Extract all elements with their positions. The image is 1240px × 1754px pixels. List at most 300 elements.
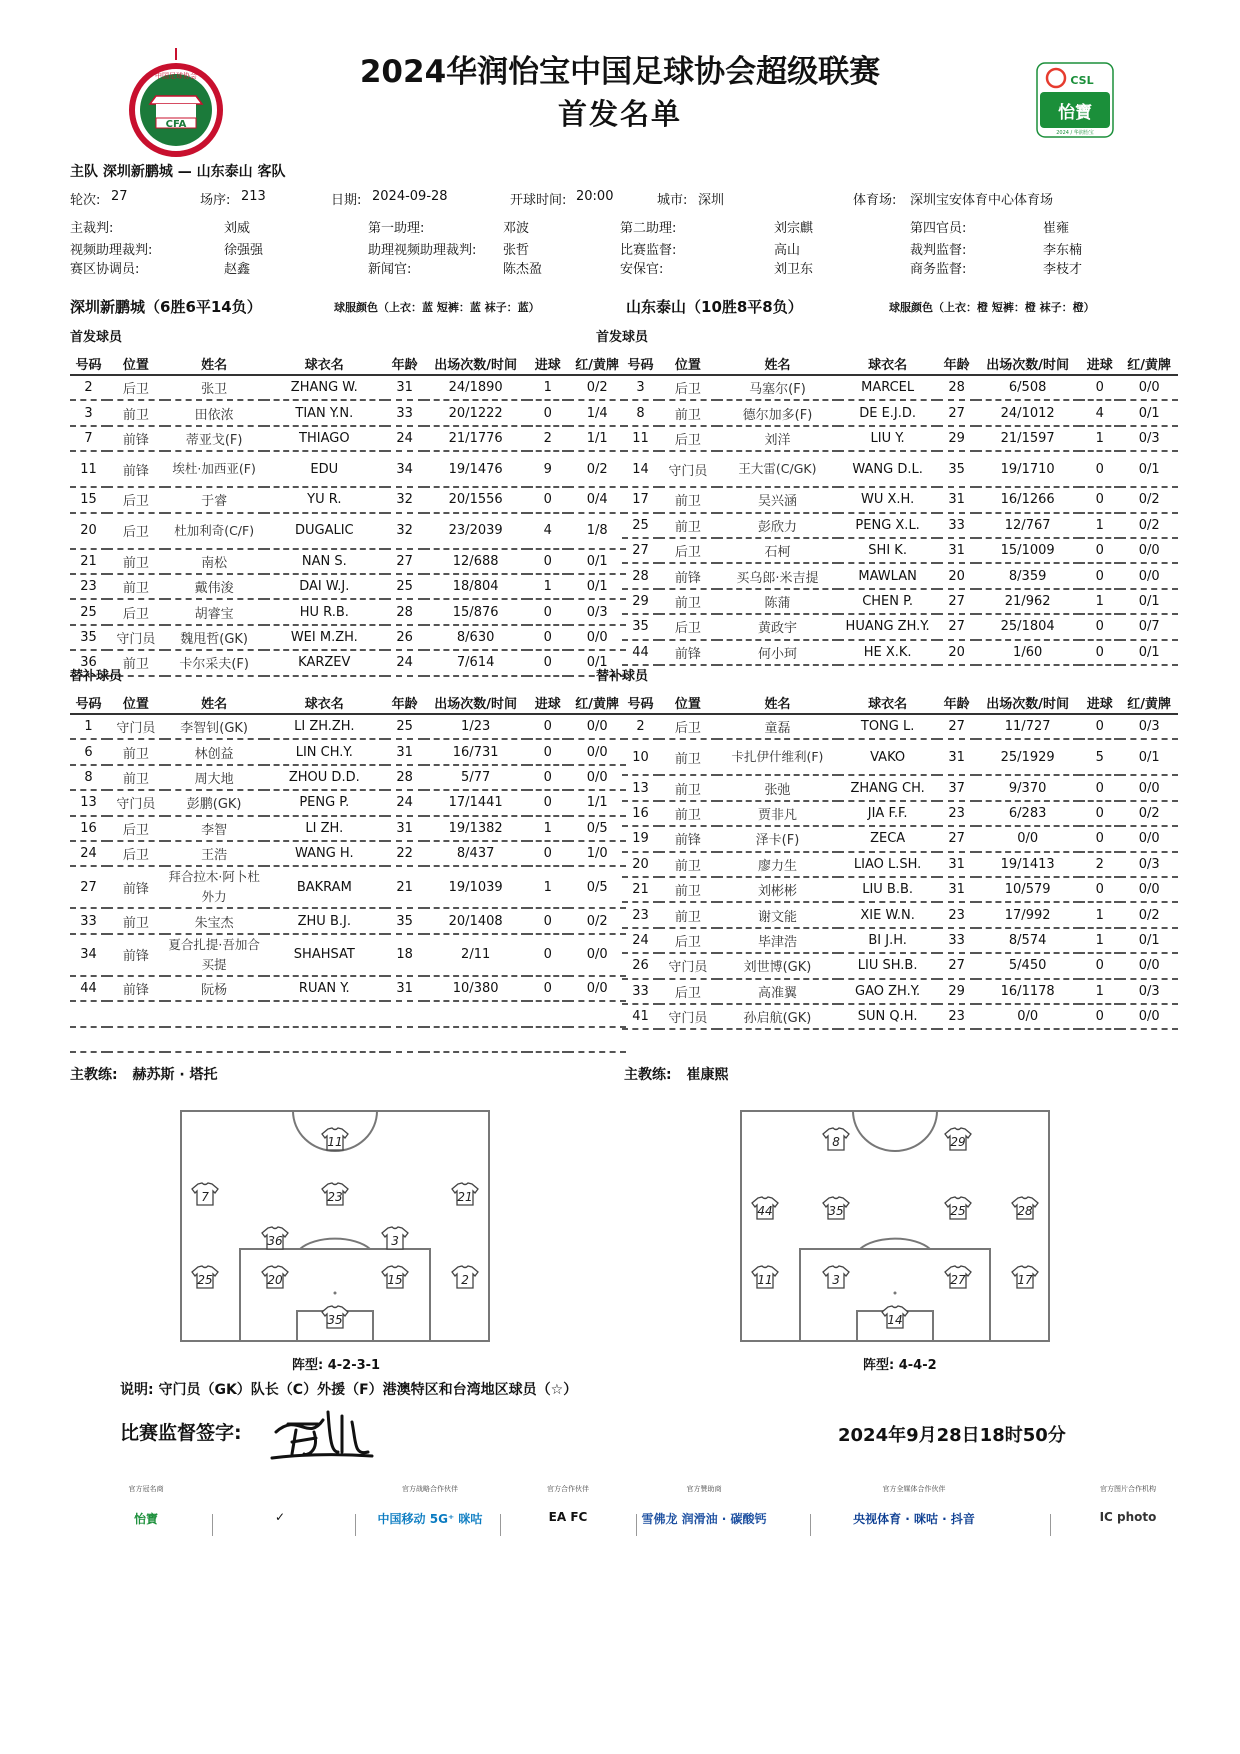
player-apps: 12/688 — [424, 549, 527, 574]
player-goals: 0 — [527, 714, 568, 739]
sponsor-caption: 官方图片合作机构 — [1100, 1485, 1156, 1493]
player-shirt-icon — [382, 1266, 408, 1288]
officials-row-3 — [0, 258, 1240, 277]
player-number: 44 — [70, 976, 107, 1001]
sponsor-caption: 官方赞助商 — [686, 1485, 722, 1493]
player-position: 后卫 — [107, 375, 165, 400]
player-cards: 0/0 — [1120, 953, 1178, 978]
shirt-number: 28 — [1017, 1204, 1033, 1218]
player-goals: 0 — [527, 625, 568, 650]
player-shirt-name: VAKO — [838, 739, 937, 775]
player-position: 前卫 — [659, 877, 717, 902]
player-number: 29 — [622, 589, 659, 614]
table-row — [70, 400, 626, 425]
player-shirt-icon — [945, 1197, 971, 1219]
player-number: 3 — [70, 400, 107, 425]
table-row — [622, 902, 1178, 927]
player-age: 34 — [385, 451, 424, 487]
col-shirt-name: 球衣名 — [264, 691, 385, 714]
col-number: 号码 — [70, 352, 107, 375]
home-subs-label: 替补球员 — [70, 669, 123, 684]
player-position: 前锋 — [107, 426, 165, 451]
player-name: 林创益 — [165, 739, 264, 764]
shirt-number: 3 — [832, 1273, 840, 1287]
away-starters-table — [622, 352, 1178, 666]
player-shirt-name: THIAGO — [264, 426, 385, 451]
away-coach-name: 崔康熙 — [686, 1067, 729, 1083]
player-position: 前卫 — [107, 650, 165, 675]
shirt-number: 3 — [391, 1234, 399, 1248]
table-row — [622, 775, 1178, 800]
player-apps: 21/962 — [976, 589, 1079, 614]
city-value: 深圳 — [698, 193, 725, 208]
player-goals: 1 — [1079, 902, 1120, 927]
player-age: 23 — [937, 1004, 976, 1029]
player-cards: 0/1 — [1120, 400, 1178, 425]
player-goals: 1 — [527, 375, 568, 400]
player-shirt-icon — [452, 1183, 478, 1205]
shirt-number: 2 — [461, 1273, 469, 1287]
sponsor-logo-icon: 中国移动 5G⁺ 咪咕 — [377, 1512, 483, 1526]
table-row — [70, 790, 626, 815]
player-shirt-name: LIU SH.B. — [838, 953, 937, 978]
table-header-row — [70, 352, 626, 375]
player-cards: 0/0 — [568, 765, 626, 790]
col-age: 年龄 — [937, 691, 976, 714]
player-name: 卡扎伊什维利(F) — [717, 739, 838, 775]
player-shirt-name: MAWLAN — [838, 563, 937, 588]
player-shirt-icon — [1012, 1266, 1038, 1288]
player-name: 高准翼 — [717, 979, 838, 1004]
player-number: 25 — [70, 599, 107, 624]
player-goals: 0 — [527, 841, 568, 866]
player-age: 31 — [385, 816, 424, 841]
player-goals: 2 — [1079, 852, 1120, 877]
player-age: 37 — [937, 775, 976, 800]
player-shirt-icon — [945, 1128, 971, 1150]
player-name: 杜加利奇(C/F) — [165, 513, 264, 549]
col-name: 姓名 — [165, 352, 264, 375]
player-apps: 5/77 — [424, 765, 527, 790]
table-row — [622, 877, 1178, 902]
col-cards: 红/黄牌 — [568, 691, 626, 714]
player-number: 25 — [622, 513, 659, 538]
player-shirt-icon — [1012, 1197, 1038, 1219]
table-row — [622, 640, 1178, 665]
official-name: 赵鑫 — [224, 262, 251, 277]
player-shirt-name: WANG H. — [264, 841, 385, 866]
player-apps: 6/508 — [976, 375, 1079, 400]
player-number: 26 — [622, 953, 659, 978]
shirt-number: 20 — [267, 1273, 283, 1287]
player-cards: 0/5 — [568, 816, 626, 841]
player-number: 20 — [70, 513, 107, 549]
player-number: 8 — [622, 400, 659, 425]
player-goals: 0 — [527, 765, 568, 790]
sponsor-logo-icon: EA FC — [548, 1510, 588, 1524]
player-cards: 0/5 — [568, 866, 626, 908]
player-number: 23 — [70, 574, 107, 599]
shirt-number: 36 — [267, 1234, 283, 1248]
player-number: 33 — [622, 979, 659, 1004]
away-starters-body — [622, 375, 1178, 665]
player-position: 前卫 — [659, 513, 717, 538]
player-number: 34 — [70, 934, 107, 976]
col-shirt-name: 球衣名 — [264, 352, 385, 375]
empty-cell — [70, 1027, 626, 1052]
col-apps: 出场次数/时间 — [976, 352, 1079, 375]
player-apps: 1/23 — [424, 714, 527, 739]
home-starters-label: 首发球员 — [70, 330, 123, 345]
player-number: 28 — [622, 563, 659, 588]
player-name: 刘世博(GK) — [717, 953, 838, 978]
player-name: 刘彬彬 — [717, 877, 838, 902]
player-position: 后卫 — [107, 487, 165, 512]
player-number: 8 — [70, 765, 107, 790]
table-row — [70, 976, 626, 1001]
player-apps: 25/1929 — [976, 739, 1079, 775]
player-position: 后卫 — [107, 599, 165, 624]
table-row — [70, 816, 626, 841]
official-name: 陈杰盈 — [503, 262, 543, 277]
away-subs-label: 替补球员 — [596, 669, 649, 684]
player-position: 前卫 — [107, 400, 165, 425]
player-age: 32 — [385, 487, 424, 512]
table-row — [622, 451, 1178, 487]
player-number: 16 — [70, 816, 107, 841]
player-shirt-icon — [823, 1197, 849, 1219]
player-name: 卡尔采夫(F) — [165, 650, 264, 675]
player-shirt-name: ZHOU D.D. — [264, 765, 385, 790]
player-goals: 0 — [1079, 1004, 1120, 1029]
player-number: 41 — [622, 1004, 659, 1029]
player-age: 27 — [937, 714, 976, 739]
player-apps: 20/1222 — [424, 400, 527, 425]
player-apps: 16/1266 — [976, 487, 1079, 512]
player-age: 28 — [385, 599, 424, 624]
table-row — [622, 979, 1178, 1004]
player-number: 10 — [622, 739, 659, 775]
player-cards: 0/2 — [1120, 513, 1178, 538]
player-age: 24 — [385, 790, 424, 815]
csl-logo-main: 怡寶 — [1058, 103, 1092, 123]
sponsor-logo-icon: 怡寶 — [133, 1512, 158, 1526]
player-goals: 0 — [527, 650, 568, 675]
player-goals: 4 — [527, 513, 568, 549]
player-name: 拜合拉木·阿卜杜外力 — [165, 866, 264, 908]
player-position: 守门员 — [107, 790, 165, 815]
player-position: 前锋 — [107, 976, 165, 1001]
player-position: 前卫 — [659, 487, 717, 512]
table-row — [622, 487, 1178, 512]
player-name: 童磊 — [717, 714, 838, 739]
col-age: 年龄 — [385, 352, 424, 375]
player-shirt-icon — [752, 1197, 778, 1219]
player-position: 前锋 — [659, 563, 717, 588]
player-position: 前卫 — [659, 589, 717, 614]
player-cards: 0/2 — [568, 908, 626, 933]
player-number: 1 — [70, 714, 107, 739]
player-position: 前卫 — [659, 852, 717, 877]
player-shirt-icon — [262, 1266, 288, 1288]
player-goals: 0 — [1079, 775, 1120, 800]
shirt-number: 25 — [197, 1273, 213, 1287]
penalty-arc — [860, 1239, 930, 1249]
player-number: 7 — [70, 426, 107, 451]
player-name: 王大雷(C/GK) — [717, 451, 838, 487]
player-shirt-name: XIE W.N. — [838, 902, 937, 927]
shirt-number: 7 — [201, 1190, 209, 1204]
player-apps: 15/1009 — [976, 538, 1079, 563]
player-goals: 1 — [527, 866, 568, 908]
table-row — [622, 614, 1178, 639]
sponsor-divider — [636, 1514, 637, 1536]
date-label: 日期: — [331, 193, 362, 208]
player-apps: 0/0 — [976, 826, 1079, 851]
player-apps: 19/1413 — [976, 852, 1079, 877]
player-age: 31 — [385, 375, 424, 400]
sponsor-divider — [500, 1514, 501, 1536]
player-shirt-name: LIAO L.SH. — [838, 852, 937, 877]
table-row — [70, 866, 626, 908]
player-apps: 20/1556 — [424, 487, 527, 512]
player-number: 15 — [70, 487, 107, 512]
away-team-kit: 球服颜色（上衣：橙 短裤：橙 袜子：橙） — [889, 301, 1095, 314]
home-starters-body — [70, 375, 626, 676]
player-cards: 0/1 — [1120, 589, 1178, 614]
player-name: 夏合扎提·吾加合买提 — [165, 934, 264, 976]
away-coach-label: 主教练: — [624, 1067, 672, 1083]
player-position: 前卫 — [107, 908, 165, 933]
player-apps: 1/60 — [976, 640, 1079, 665]
center-circle — [853, 1111, 937, 1151]
player-cards: 0/0 — [568, 739, 626, 764]
shirt-number: 27 — [950, 1273, 966, 1287]
player-goals: 0 — [1079, 451, 1120, 487]
away-formation: 阵型: 4-4-2 — [863, 1358, 937, 1373]
player-number: 16 — [622, 801, 659, 826]
home-subs-table — [70, 691, 626, 1053]
official-role: 视频助理裁判: — [70, 243, 153, 258]
player-shirt-name: HUANG ZH.Y. — [838, 614, 937, 639]
sponsor-logo-icon: IC photo — [1099, 1510, 1157, 1524]
table-row — [70, 765, 626, 790]
player-position: 后卫 — [107, 816, 165, 841]
player-number: 27 — [622, 538, 659, 563]
player-apps: 8/437 — [424, 841, 527, 866]
player-number: 3 — [622, 375, 659, 400]
home-team-kit: 球服颜色（上衣：蓝 短裤：蓝 袜子：蓝） — [334, 301, 540, 314]
player-cards: 0/0 — [568, 714, 626, 739]
official-role: 助理视频助理裁判: — [368, 243, 477, 258]
player-cards: 0/2 — [1120, 902, 1178, 927]
player-goals: 1 — [1079, 426, 1120, 451]
player-shirt-name: NAN S. — [264, 549, 385, 574]
player-apps: 21/1597 — [976, 426, 1079, 451]
player-age: 27 — [937, 826, 976, 851]
player-age: 22 — [385, 841, 424, 866]
player-cards: 0/0 — [568, 934, 626, 976]
away-formation-pitch — [740, 1110, 1050, 1342]
shirt-number: 21 — [457, 1190, 473, 1204]
player-shirt-name: ZHANG CH. — [838, 775, 937, 800]
sponsor-logo-icon: 雪佛龙 润滑油 · 碳酸钙 — [641, 1512, 767, 1526]
col-apps: 出场次数/时间 — [424, 691, 527, 714]
player-apps: 25/1804 — [976, 614, 1079, 639]
player-shirt-icon — [382, 1227, 408, 1249]
player-name: 朱宝杰 — [165, 908, 264, 933]
col-name: 姓名 — [717, 352, 838, 375]
player-goals: 5 — [1079, 739, 1120, 775]
player-goals: 1 — [1079, 589, 1120, 614]
player-age: 27 — [937, 953, 976, 978]
shirt-number: 29 — [950, 1135, 966, 1149]
player-number: 13 — [70, 790, 107, 815]
table-header-row — [622, 352, 1178, 375]
player-shirt-name: SHI K. — [838, 538, 937, 563]
player-cards: 0/2 — [568, 375, 626, 400]
player-name: 戴伟浚 — [165, 574, 264, 599]
player-cards: 1/4 — [568, 400, 626, 425]
stadium-value: 深圳宝安体育中心体育场 — [910, 193, 1054, 208]
away-subs-table — [622, 691, 1178, 1030]
date-value: 2024-09-28 — [372, 189, 448, 204]
official-name: 张哲 — [503, 243, 530, 258]
player-cards: 1/1 — [568, 790, 626, 815]
player-shirt-name: LIN CH.Y. — [264, 739, 385, 764]
player-shirt-name: PENG X.L. — [838, 513, 937, 538]
player-goals: 0 — [527, 549, 568, 574]
player-goals: 0 — [1079, 714, 1120, 739]
player-apps: 19/1039 — [424, 866, 527, 908]
player-age: 20 — [937, 640, 976, 665]
player-apps: 11/727 — [976, 714, 1079, 739]
player-name: 刘洋 — [717, 426, 838, 451]
player-number: 21 — [622, 877, 659, 902]
shirt-number: 44 — [757, 1204, 773, 1218]
player-cards: 0/2 — [1120, 801, 1178, 826]
player-position: 前卫 — [659, 801, 717, 826]
player-apps: 16/1178 — [976, 979, 1079, 1004]
player-number: 19 — [622, 826, 659, 851]
player-age: 27 — [385, 549, 424, 574]
player-shirt-name: YU R. — [264, 487, 385, 512]
player-name: 何小珂 — [717, 640, 838, 665]
player-apps: 8/574 — [976, 928, 1079, 953]
player-apps: 19/1382 — [424, 816, 527, 841]
player-age: 28 — [385, 765, 424, 790]
player-cards: 0/1 — [1120, 451, 1178, 487]
player-position: 后卫 — [107, 513, 165, 549]
player-position: 后卫 — [107, 841, 165, 866]
player-shirt-name: JIA F.F. — [838, 801, 937, 826]
table-row — [622, 563, 1178, 588]
player-position: 前卫 — [107, 574, 165, 599]
player-position: 前卫 — [107, 549, 165, 574]
player-shirt-name: DAI W.J. — [264, 574, 385, 599]
player-name: 蒂亚戈(F) — [165, 426, 264, 451]
col-name: 姓名 — [165, 691, 264, 714]
shirt-number: 17 — [1017, 1273, 1033, 1287]
table-row — [70, 451, 626, 487]
player-cards: 0/4 — [568, 487, 626, 512]
player-goals: 0 — [1079, 487, 1120, 512]
player-number: 17 — [622, 487, 659, 512]
table-row — [70, 574, 626, 599]
table-header-row — [622, 691, 1178, 714]
player-age: 35 — [937, 451, 976, 487]
player-goals: 0 — [1079, 563, 1120, 588]
kickoff-value: 20:00 — [576, 189, 614, 204]
player-shirt-name: RUAN Y. — [264, 976, 385, 1001]
col-apps: 出场次数/时间 — [976, 691, 1079, 714]
player-apps: 5/450 — [976, 953, 1079, 978]
table-row — [70, 625, 626, 650]
sponsor-divider — [355, 1514, 356, 1536]
home-team-title: 深圳新鹏城（6胜6平14负） — [70, 298, 262, 316]
player-goals: 0 — [1079, 614, 1120, 639]
official-name: 崔雍 — [1043, 221, 1070, 236]
away-coach — [624, 1064, 728, 1084]
player-age: 29 — [937, 979, 976, 1004]
official-name: 徐强强 — [224, 243, 264, 258]
player-age: 31 — [937, 739, 976, 775]
official-role: 第一助理: — [368, 221, 425, 236]
player-goals: 0 — [527, 976, 568, 1001]
player-shirt-name: SHAHSAT — [264, 934, 385, 976]
official-role: 主裁判: — [70, 221, 114, 236]
player-apps: 9/370 — [976, 775, 1079, 800]
player-position: 前卫 — [107, 739, 165, 764]
player-position: 后卫 — [659, 979, 717, 1004]
official-role: 第二助理: — [620, 221, 677, 236]
player-goals: 0 — [1079, 375, 1120, 400]
player-shirt-name: LI ZH.ZH. — [264, 714, 385, 739]
player-age: 20 — [937, 563, 976, 588]
signature-time: 2024年9月28日18时50分 — [838, 1425, 1066, 1446]
table-header-row — [70, 691, 626, 714]
table-row — [622, 426, 1178, 451]
match-teams: 主队 深圳新鹏城 — 山东泰山 客队 — [70, 164, 286, 180]
table-row — [70, 426, 626, 451]
player-goals: 0 — [527, 934, 568, 976]
page-title: 2024华润怡宝中国足球协会超级联赛 — [359, 54, 881, 90]
empty-cell — [70, 1001, 626, 1026]
player-name: 彭欣力 — [717, 513, 838, 538]
player-shirt-name: GAO ZH.Y. — [838, 979, 937, 1004]
col-number: 号码 — [70, 691, 107, 714]
home-coach-name: 赫苏斯 · 塔托 — [132, 1067, 218, 1083]
player-name: 贾非凡 — [717, 801, 838, 826]
player-number: 36 — [70, 650, 107, 675]
away-team-title: 山东泰山（10胜8平8负） — [626, 298, 803, 316]
penalty-spot — [334, 1292, 337, 1295]
player-shirt-icon — [192, 1183, 218, 1205]
col-position: 位置 — [659, 352, 717, 375]
player-name: 孙启航(GK) — [717, 1004, 838, 1029]
sponsor-caption: 官方战略合作伙伴 — [402, 1485, 458, 1493]
player-goals: 0 — [1079, 877, 1120, 902]
official-name: 李东楠 — [1043, 243, 1083, 258]
player-name: 吴兴涵 — [717, 487, 838, 512]
official-name: 李枝才 — [1043, 262, 1083, 277]
player-goals: 2 — [527, 426, 568, 451]
table-row — [622, 826, 1178, 851]
player-shirt-name: BI J.H. — [838, 928, 937, 953]
player-number: 13 — [622, 775, 659, 800]
player-cards: 0/0 — [1120, 877, 1178, 902]
player-shirt-name: SUN Q.H. — [838, 1004, 937, 1029]
